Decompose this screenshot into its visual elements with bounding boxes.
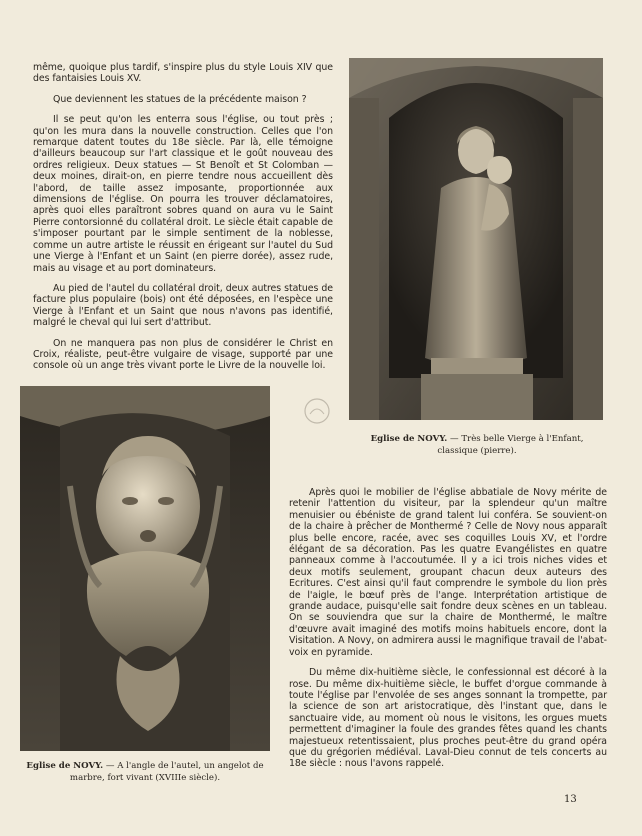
caption-location: Eglise de NOVY. (26, 761, 104, 771)
virgin-statue-photo (349, 58, 603, 420)
paragraph: Il se peut qu'on les enterra sous l'église, ou tout près ; qu'on les mura dans la nouvelle construction. Celles que l'on remarque datent toutes du 18e siècle. Par là, elle témoigne d'ailleurs beaucoup sur l'art classique et le goût nouveau des ordres religieux. Deux statues — St Benoît et St Colomban — deux moines, dirait-on, en pierre tendre nous accueillent dès l'abord, de taille assez imposante, proportionnée aux dimensions de l'église. On pourra les trouver déclamatoires, après quoi elles paraîtront sobres quand on aura vu le Saint Pierre contorsionné du collatéral droit. Le siècle était capable de s'imposer pourtant par le simple sentiment de la noblesse, comme un autre artiste le réussit en érigeant sur l'autel du Sud une Vierge à l'Enfant et un Saint (en pierre dorée), assez rude, mais au visage et au port dominateurs. (33, 114, 333, 274)
paragraph: même, quoique plus tardif, s'inspire plus du style Louis XIV que des fantaisies Louis XV. (33, 62, 333, 85)
caption-description: — A l'angle de l'autel, un angelot de marbre, fort vivant (XVIIIe siècle). (69, 761, 264, 783)
virgin-photo-caption (350, 433, 604, 457)
angel-photo-caption (20, 760, 270, 784)
left-text-column (33, 62, 333, 381)
paragraph: Après quoi le mobilier de l'église abbatiale de Novy mérite de retenir l'attention du visiteur, par la splendeur qu'un maître menuisier ou ébéniste de grand talent lui conféra. Se souvient-on de la chaire à prêcher de Monthermé ? Celle de Novy nous apparaît plus belle encore, racée, avec ses coquilles Louis XV, et l'ordre élégant de sa décoration. Pas les quatre Evangélistes en quatre panneaux comme à l'accoutumée. Il y a ici trois niches vides et deux motifs seulement, groupant chacun deux auteurs des Ecritures. C'est ainsi qu'il faut comprendre le symbole du lion près de l'aigle, le bœuf près de l'ange. Interprétation artistique de grande audace, puisqu'elle sait fondre deux scènes en un tableau. On se souviendra que sur la chaire de Monthermé, le maître d'œuvre avait imaginé des motifs moins habituels encore, dont la Visitation. A Novy, on admirera aussi le magnifique travail de l'abat-voix en pyramide. (289, 487, 607, 658)
virgin-statue-illustration (349, 58, 603, 420)
paragraph: Au pied de l'autel du collatéral droit, deux autres statues de facture plus populaire (bois) ont été déposées, en l'espèce une Vierge à l'Enfant et un Saint que nous n'avons pas identifié, malgré le cheval qui lui sert d'attribut. (33, 282, 333, 329)
paragraph: On ne manquera pas non plus de considérer le Christ en Croix, réaliste, peut-être vulgaire de visage, supporté par une console où un ange très vivant porte le Livre de la nouvelle loi. (33, 337, 333, 372)
paragraph: Du même dix-huitième siècle, le confessionnal est décoré à la rose. Du même dix-huitième siècle, le buffet d'orgue commande à toute l'église par l'envolée de ses anges sonnant la trompette, par la science de son art aristocratique, dès l'instant que, dans le sanctuaire vide, au moment où nous le visitons, les orgues muets permettent d'imaginer la foule des grandes fêtes quand les chants majestueux retentissaient, plus proches peut-être du grand opéra que du grégorien médiéval. Laval-Dieu connut de tels concerts au 18e siècle : nous l'avons rappelé. (289, 667, 607, 770)
caption-description: — Très belle Vierge à l'Enfant, classique (pierre). (437, 434, 584, 456)
paragraph: Que deviennent les statues de la précédente maison ? (53, 93, 307, 105)
pencil-stamp-mark (300, 394, 334, 428)
page-number: 13 (564, 794, 577, 805)
angel-cherub-illustration (20, 386, 270, 751)
angel-cherub-photo (20, 386, 270, 751)
caption-location: Eglise de NOVY. (370, 434, 448, 444)
right-text-column (289, 487, 607, 779)
